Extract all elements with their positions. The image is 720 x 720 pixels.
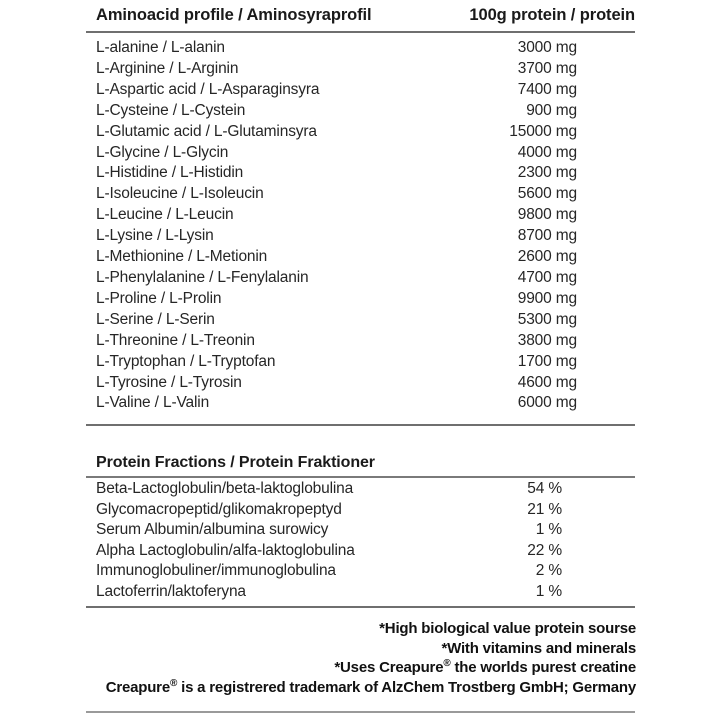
footnote-creapure-trademark-pre: Creapure — [105, 678, 170, 696]
aminoacid-header-rule — [86, 31, 635, 33]
table-row — [86, 226, 635, 247]
fraction-value: 22 % — [527, 541, 562, 559]
aminoacid-value: 8700 mg — [517, 227, 577, 245]
protein-fractions-heading: Protein Fractions / Protein Fraktioner — [96, 454, 375, 471]
table-row — [86, 500, 635, 521]
aminoacid-table-header-row — [86, 4, 635, 32]
aminoacid-value: 9800 mg — [517, 206, 577, 224]
aminoacid-value: 900 mg — [526, 101, 577, 119]
registered-trademark-icon: ® — [443, 658, 451, 669]
fraction-name: Immunoglobuliner/immunoglobulina — [96, 562, 336, 580]
table-row — [86, 331, 635, 352]
aminoacid-value: 5300 mg — [517, 310, 577, 328]
protein-fractions-table — [86, 479, 635, 603]
table-row — [86, 143, 635, 164]
aminoacid-value: 7400 mg — [517, 80, 577, 98]
aminoacid-value: 6000 mg — [517, 394, 577, 412]
table-row — [86, 582, 635, 603]
aminoacid-table — [86, 4, 635, 32]
fraction-name: Alpha Lactoglobulin/alfa-laktoglobulina — [96, 541, 355, 559]
aminoacid-name: L-Tryptophan / L-Tryptofan — [96, 352, 276, 370]
protein-fractions-footer-rule — [86, 606, 635, 608]
aminoacid-name: L-Aspartic acid / L-Asparaginsyra — [96, 80, 320, 98]
protein-fractions-body — [86, 479, 635, 603]
aminoacid-name: L-Cysteine / L-Cystein — [96, 101, 246, 119]
footnote-vitamins-minerals: *With vitamins and minerals — [441, 639, 636, 657]
aminoacid-name: L-alanine / L-alanin — [96, 39, 225, 56]
aminoacid-name: L-Leucine / L-Leucin — [96, 206, 234, 224]
aminoacid-profile-section — [86, 4, 635, 32]
registered-trademark-icon: ® — [169, 677, 178, 689]
table-row — [86, 80, 635, 101]
footnote-creapure-usage-post: the worlds purest creatine — [450, 659, 636, 676]
aminoacid-name: L-Methionine / L-Metionin — [96, 248, 268, 266]
aminoacid-value: 4700 mg — [517, 268, 577, 286]
fraction-name: Lactoferrin/laktoferyna — [96, 582, 246, 600]
aminoacid-value: 3700 mg — [517, 59, 577, 77]
table-row — [86, 289, 635, 310]
aminoacid-name: L-Serine / L-Serin — [96, 310, 215, 328]
table-row — [86, 247, 635, 268]
footnote-creapure-trademark — [86, 678, 636, 698]
aminoacid-name: L-Histidine / L-Histidin — [96, 164, 244, 182]
aminoacid-name: L-Isoleucine / L-Isoleucin — [96, 185, 264, 203]
fraction-value: 1 % — [535, 582, 562, 600]
table-row — [86, 163, 635, 184]
table-row — [86, 373, 635, 394]
aminoacid-header-name: Aminoacid profile / Aminosyraprofil — [96, 6, 372, 24]
aminoacid-name: L-Proline / L-Prolin — [96, 289, 222, 307]
bottom-rule — [86, 711, 635, 713]
aminoacid-name: L-Glutamic acid / L-Glutaminsyra — [96, 122, 317, 140]
aminoacid-name: L-Tyrosine / L-Tyrosin — [96, 373, 242, 391]
aminoacid-name: L-Phenylalanine / L-Fenylalanin — [96, 268, 309, 286]
aminoacid-value: 4600 mg — [517, 373, 577, 391]
aminoacid-name: L-Lysine / L-Lysin — [96, 227, 214, 245]
aminoacid-rows-container — [86, 38, 635, 414]
aminoacid-value: 15000 mg — [509, 122, 577, 140]
table-row — [86, 561, 635, 582]
aminoacid-name: L-Threonine / L-Treonin — [96, 331, 255, 349]
table-row — [86, 38, 635, 59]
table-row — [86, 541, 635, 562]
table-row — [86, 393, 635, 414]
aminoacid-value: 2600 mg — [517, 248, 577, 266]
table-row — [86, 352, 635, 373]
aminoacid-value: 5600 mg — [517, 185, 577, 203]
aminoacid-value: 4000 mg — [517, 143, 577, 161]
table-row — [86, 479, 635, 500]
protein-fractions-header-rule — [86, 476, 635, 478]
table-row — [86, 184, 635, 205]
aminoacid-rows-table — [86, 38, 635, 414]
fraction-value: 2 % — [535, 562, 562, 580]
aminoacid-value: 3800 mg — [517, 331, 577, 349]
table-row — [86, 520, 635, 541]
protein-fractions-rows-container — [86, 479, 635, 603]
footnote-creapure-usage — [86, 658, 636, 678]
aminoacid-value: 1700 mg — [517, 352, 577, 370]
aminoacid-rows-body — [86, 38, 635, 414]
footnote-high-biological-value: *High biological value protein sourse — [379, 620, 636, 637]
footnote-creapure-usage-pre: *Uses Creapure — [334, 659, 444, 676]
table-row — [86, 122, 635, 143]
fraction-name: Beta-Lactoglobulin/beta-laktoglobulina — [96, 480, 354, 497]
protein-fractions-section — [86, 452, 635, 474]
aminoacid-name: L-Glycine / L-Glycin — [96, 143, 229, 161]
footnotes-section — [86, 619, 636, 697]
table-row — [86, 310, 635, 331]
table-row — [86, 59, 635, 80]
footnote-creapure-trademark-post: is a registrered trademark of AlzChem Trostberg GmbH; Germany — [177, 678, 636, 696]
fraction-value: 1 % — [535, 521, 562, 539]
fraction-value: 21 % — [527, 500, 562, 518]
fraction-value: 54 % — [527, 480, 562, 497]
aminoacid-name: L-Valine / L-Valin — [96, 394, 210, 412]
aminoacid-value: 9900 mg — [517, 289, 577, 307]
fraction-name: Serum Albumin/albumina surowicy — [96, 521, 329, 539]
table-row — [86, 205, 635, 226]
aminoacid-name: L-Arginine / L-Arginin — [96, 59, 239, 77]
aminoacid-value: 2300 mg — [517, 164, 577, 182]
aminoacid-value: 3000 mg — [517, 39, 577, 56]
fraction-name: Glycomacropeptid/glikomakropeptyd — [96, 500, 342, 518]
table-row — [86, 268, 635, 289]
aminoacid-header-value: 100g protein / protein — [469, 6, 635, 24]
aminoacid-footer-rule — [86, 424, 635, 426]
table-row — [86, 101, 635, 122]
